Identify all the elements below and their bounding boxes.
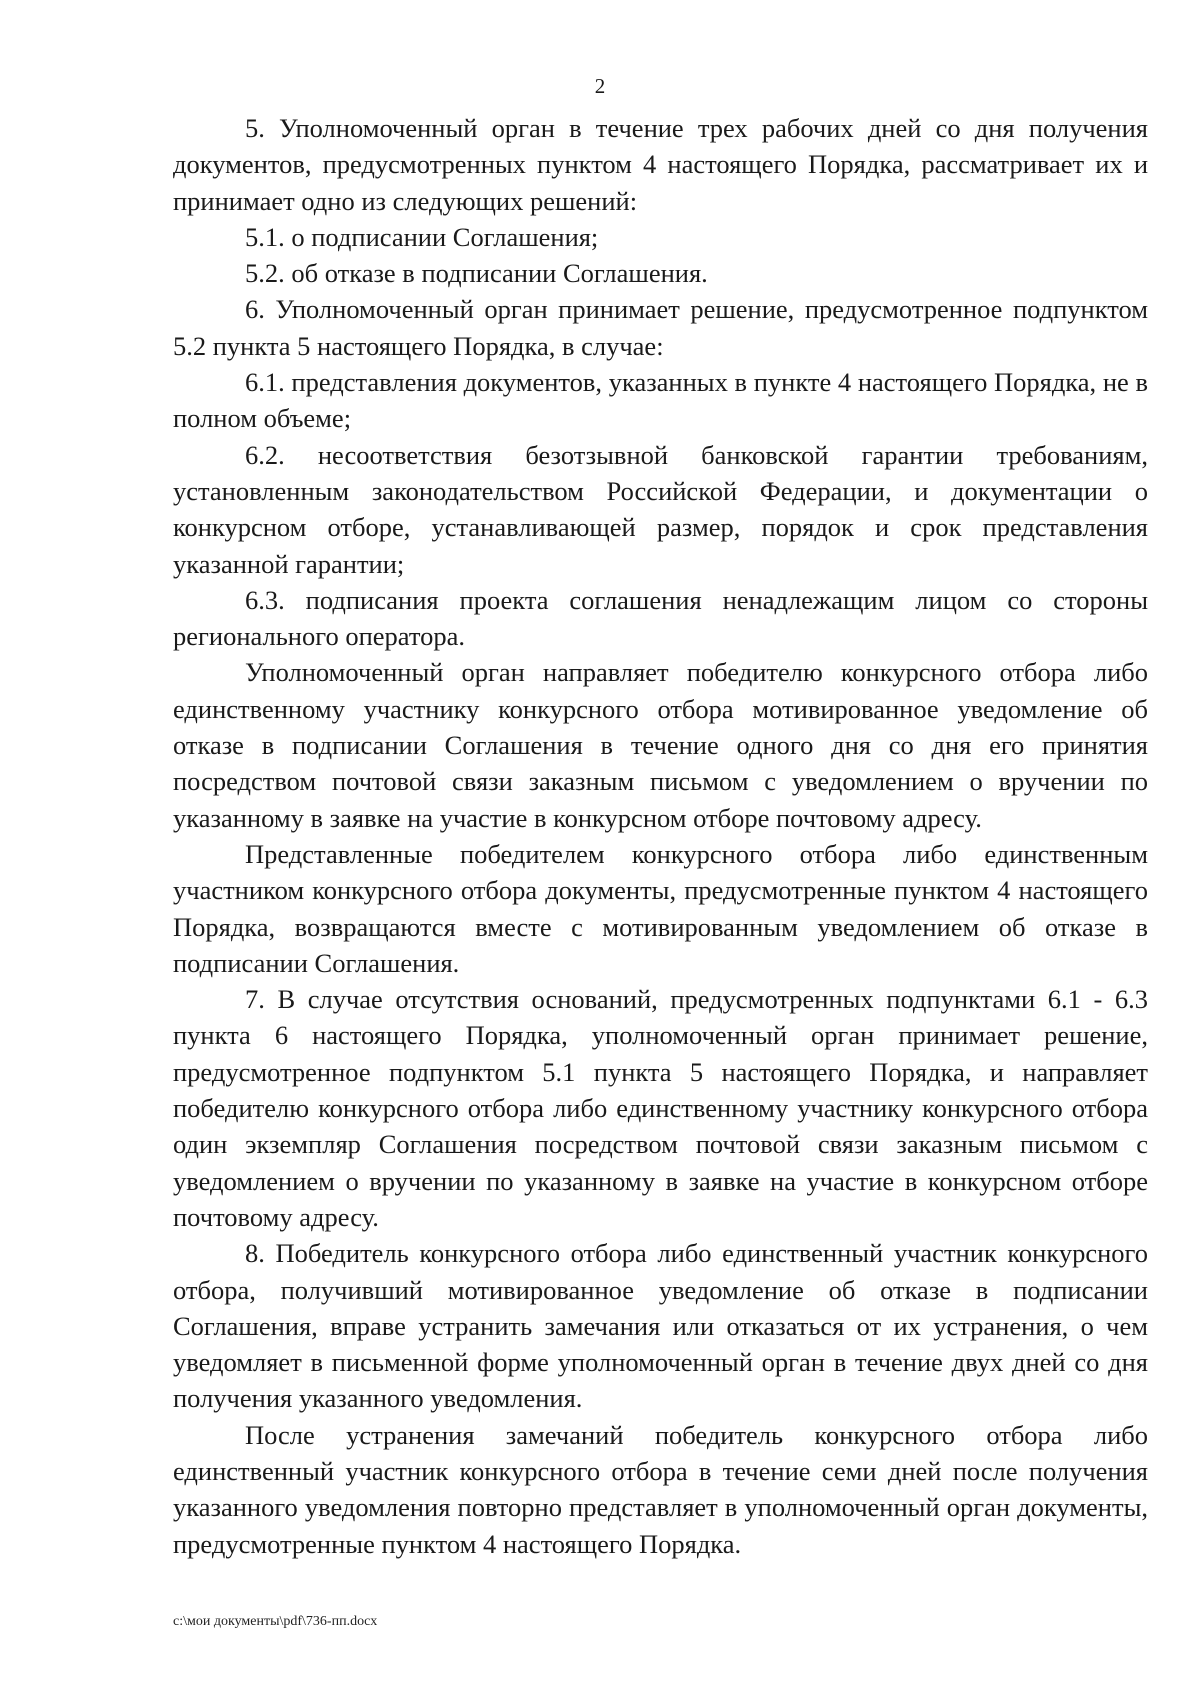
paragraph-6-2: 6.2. несоответствия безотзывной банковской гарантии требованиям, установленным законодательством Российской Федерации, и документации о конкурсном отборе, устанавливающей размер, порядок и срок представления указанной гарантии; xyxy=(173,439,1148,579)
paragraph-refusal-notice: Уполномоченный орган направляет победителю конкурсного отбора либо единственному участнику конкурсного отбора мотивированное уведомление об отказе в подписании Соглашения в течение одного дня со дня его принятия посредством почтовой связи заказным письмом с уведомлением о вручении по указанному в заявке на участие в конкурсном отборе почтовому адресу. xyxy=(173,657,1148,833)
paragraph-5-1: 5.1. о подписании Соглашения; xyxy=(245,221,599,252)
paragraph-after-correction: После устранения замечаний победитель конкурсного отбора либо единственный участник конкурсного отбора в течение семи дней после получения указанного уведомления повторно представляет в уполномоченный орган документы, предусмотренные пунктом 4 настоящего Порядка. xyxy=(173,1419,1148,1559)
paragraph-6-3: 6.3. подписания проекта соглашения ненадлежащим лицом со стороны регионального оператора. xyxy=(173,584,1148,652)
footer-file-path: c:\мои документы\pdf\736-пп.docx xyxy=(173,1614,378,1629)
paragraph-7: 7. В случае отсутствия оснований, предусмотренных подпунктами 6.1 - 6.3 пункта 6 настоящего Порядка, уполномоченный орган принимает решение, предусмотренное подпунктом 5.1 пункта 5 настоящего Порядка, и направляет победителю конкурсного отбора либо единственному участнику конкурсного отбора один экземпляр Соглашения посредством почтовой связи заказным письмом с уведомлением о вручении по указанному в заявке на участие в конкурсном отборе почтовому адресу. xyxy=(173,984,1148,1232)
paragraph-5-2: 5.2. об отказе в подписании Соглашения. xyxy=(245,258,708,289)
paragraph-5: 5. Уполномоченный орган в течение трех рабочих дней со дня получения документов, предусмотренных пунктом 4 настоящего Порядка, рассматривает их и принимает одно из следующих решений: xyxy=(173,113,1148,216)
paragraph-documents-return: Представленные победителем конкурсного отбора либо единственным участником конкурсного отбора документы, предусмотренные пунктом 4 настоящего Порядка, возвращаются вместе с мотивированным уведомлением об отказе в подписании Соглашения. xyxy=(173,838,1148,978)
page-number: 2 xyxy=(594,74,606,98)
document-body xyxy=(173,110,1148,1562)
paragraph-6-1: 6.1. представления документов, указанных в пункте 4 настоящего Порядка, не в полном объеме; xyxy=(173,367,1148,434)
paragraph-6: 6. Уполномоченный орган принимает решение, предусмотренное подпунктом 5.2 пункта 5 настоящего Порядка, в случае: xyxy=(173,294,1148,361)
paragraph-8: 8. Победитель конкурсного отбора либо единственный участник конкурсного отбора, получивший мотивированное уведомление об отказе в подписании Соглашения, вправе устранить замечания или отказаться от их устранения, о чем уведомляет в письменной форме уполномоченный орган в течение двух дней со дня получения указанного уведомления. xyxy=(173,1238,1148,1414)
